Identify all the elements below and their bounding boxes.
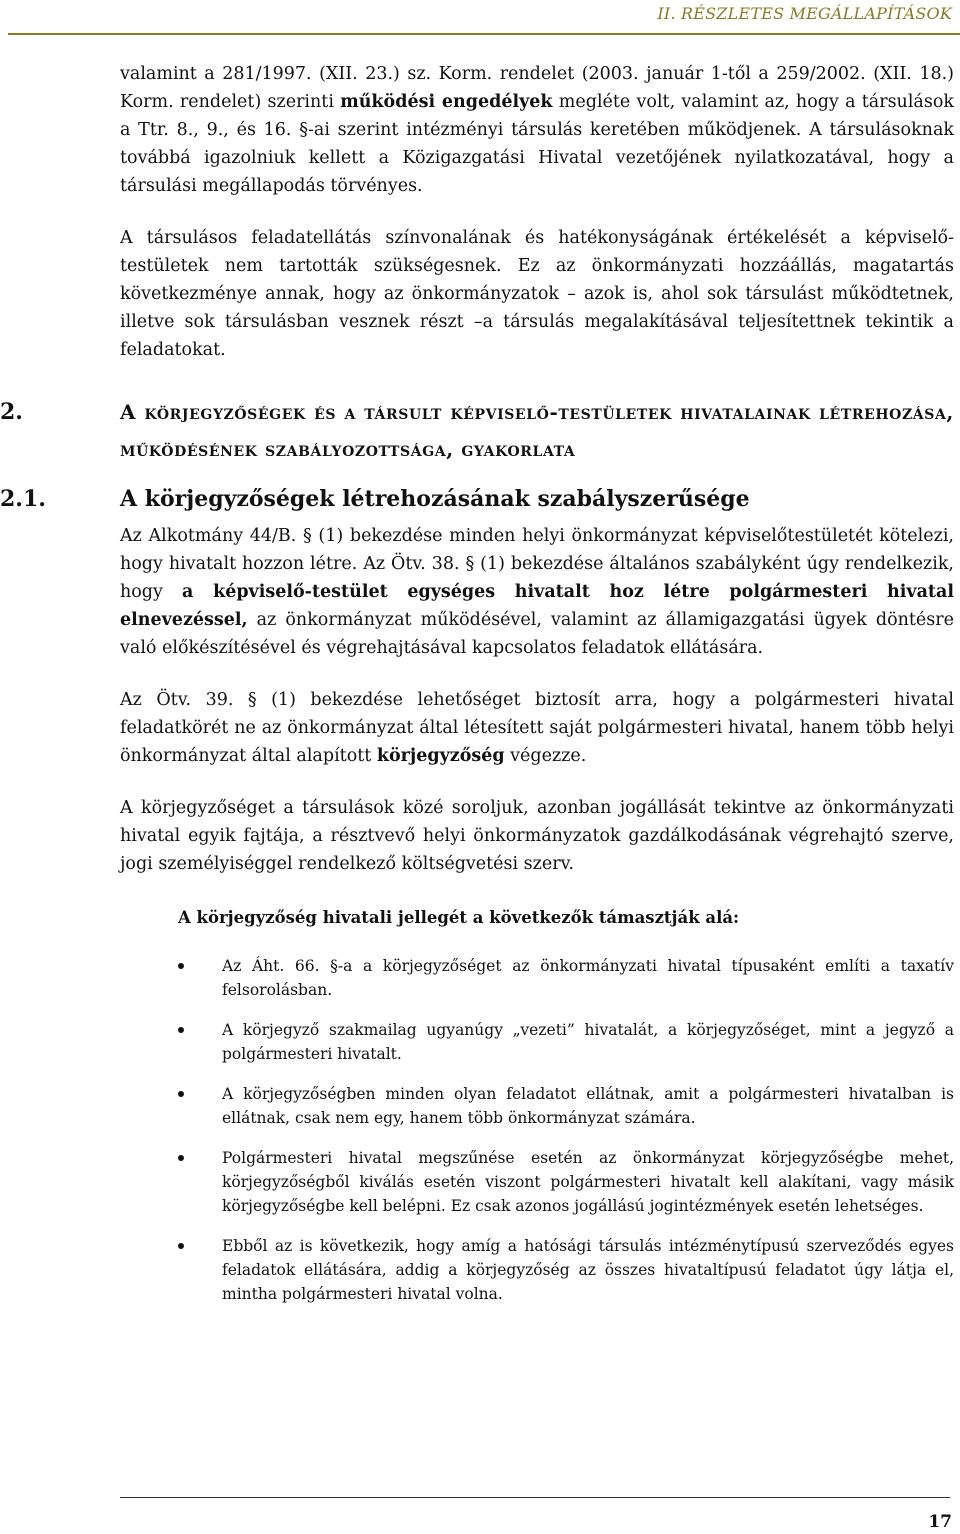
bullet-icon xyxy=(178,1027,184,1033)
paragraph-4-text-b: végezze. xyxy=(504,746,587,766)
list-item-text: A körjegyzőségben minden olyan feladatot ellátnak, amit a polgármesteri hivatalban is ellátnak, csak nem egy, hanem több önkormányzat számára. xyxy=(222,1085,954,1127)
bullet-icon xyxy=(178,1155,184,1161)
footer-rule xyxy=(120,1497,950,1498)
list-item-text: Polgármesteri hivatal megszűnése esetén az önkormányzat körjegyzőségbe mehet, körjegyzőségből kiválás esetén viszont polgármesteri hivatalt kell alakítani, vagy másik körjegyzőségbe kell belépni. Ez csak azonos jogállású jogintézmények esetén lehetséges. xyxy=(222,1149,954,1215)
paragraph-2: A társulásos feladatellátás színvonalának és hatékonyságának értékelését a képviselő-testületek nem tartották szükségesnek. Ez az önkormányzati hozzáállás, magatartás következménye annak, hogy az önkormányzatok – azok is, ahol sok társulást működtetnek, illetve sok társulásban vesznek részt –a társulás megalakításával teljesítettnek tekintik a feladatokat. xyxy=(120,228,954,360)
paragraph-4 xyxy=(120,686,954,770)
bullet-icon xyxy=(178,963,184,969)
section-2-1-heading xyxy=(0,482,954,516)
list-item xyxy=(120,1018,954,1066)
list-item-text: Az Áht. 66. §-a a körjegyzőséget az önkormányzati hivatal típusaként említi a taxatív felsorolásban. xyxy=(222,957,954,999)
paragraph-3-text-b: az önkormányzat működésével, valamint az államigazgatási ügyek döntésre való előkészítésével és végrehajtásával kapcsolatos feladatok ellátására. xyxy=(120,610,954,658)
section-2-title: A körjegyzőségek és a társult képviselő-testületek hivatalainak létrehozása, működésének szabályozottsága, gyakorlata xyxy=(120,400,954,461)
list-item xyxy=(120,1234,954,1306)
paragraph-1-text-a: valamint a 281/1997. (XII. 23.) sz. Korm. rendelet (2003. január 1-től a 259/2002. (XII. 18.) Korm. rendelet) szerinti xyxy=(120,64,954,112)
paragraph-3-text-a: Az Alkotmány 44/B. § (1) bekezdése minden helyi önkormányzat képviselőtestületét kötelezi, hogy hivatalt hozzon létre. Az Ötv. 38. § (1) bekezdése általános szabályként úgy rendelkezik, hogy xyxy=(120,526,954,602)
section-2-heading xyxy=(0,394,954,468)
running-header xyxy=(0,0,960,36)
page-content xyxy=(0,60,954,1322)
list-item-text: Ebből az is következik, hogy amíg a hatósági társulás intézménytípusú szerveződés egyes feladatok ellátására, addig a körjegyzőség az összes hivataltípusú feladatot úgy látja el, mintha polgármesteri hivatal volna. xyxy=(222,1237,954,1303)
section-2-number: 2. xyxy=(0,399,23,425)
paragraph-4-emphasis: körjegyzőség xyxy=(376,746,505,766)
paragraph-5: A körjegyzőséget a társulások közé soroljuk, azonban jogállását tekintve az önkormányzati hivatal egyik fajtája, a résztvevő helyi önkormányzatok gazdálkodásának végrehajtó szerve, jogi személyiséggel rendelkező költségvetési szerv. xyxy=(120,798,954,874)
bullet-list xyxy=(120,954,954,1306)
list-lead-heading: A körjegyzőség hivatali jellegét a következők támasztják alá: xyxy=(178,908,740,927)
list-item xyxy=(120,1082,954,1130)
list-item xyxy=(120,1146,954,1218)
list-item-text: A körjegyző szakmailag ugyanúgy „vezeti” hivatalát, a körjegyzőséget, mint a jegyző a polgármesteri hivatalt. xyxy=(222,1021,954,1063)
chapter-title: II. RÉSZLETES MEGÁLLAPÍTÁSOK xyxy=(657,4,952,23)
section-2-1-number: 2.1. xyxy=(0,486,46,512)
list-item xyxy=(120,954,954,1002)
paragraph-3-emphasis: a képviselő-testület egységes hivatalt hoz létre polgármesteri hivatal elnevezéssel, xyxy=(120,582,954,630)
page-number: 17 xyxy=(928,1512,952,1532)
paragraph-1-text-b: megléte volt, valamint az, hogy a társulások a Ttr. 8., 9., és 16. §-ai szerint intézményi társulás keretében működjenek. A társulásoknak továbbá igazolniuk kellett a Közigazgatási Hivatal vezetőjének nyilatkozatával, hogy a társulási megállapodás törvényes. xyxy=(120,92,954,196)
paragraph-1-emphasis: működési engedélyek xyxy=(340,92,553,112)
paragraph-3 xyxy=(120,522,954,662)
paragraph-1 xyxy=(120,60,954,200)
header-rule xyxy=(8,33,960,35)
section-2-1-title: A körjegyzőségek létrehozásának szabályszerűsége xyxy=(120,486,750,512)
bullet-icon xyxy=(178,1091,184,1097)
paragraph-4-text-a: Az Ötv. 39. § (1) bekezdése lehetőséget biztosít arra, hogy a polgármesteri hivatal feladatkörét ne az önkormányzat által létesített saját polgármesteri hivatal, hanem több helyi önkormányzat által alapított xyxy=(120,690,954,766)
bullet-icon xyxy=(178,1243,184,1249)
